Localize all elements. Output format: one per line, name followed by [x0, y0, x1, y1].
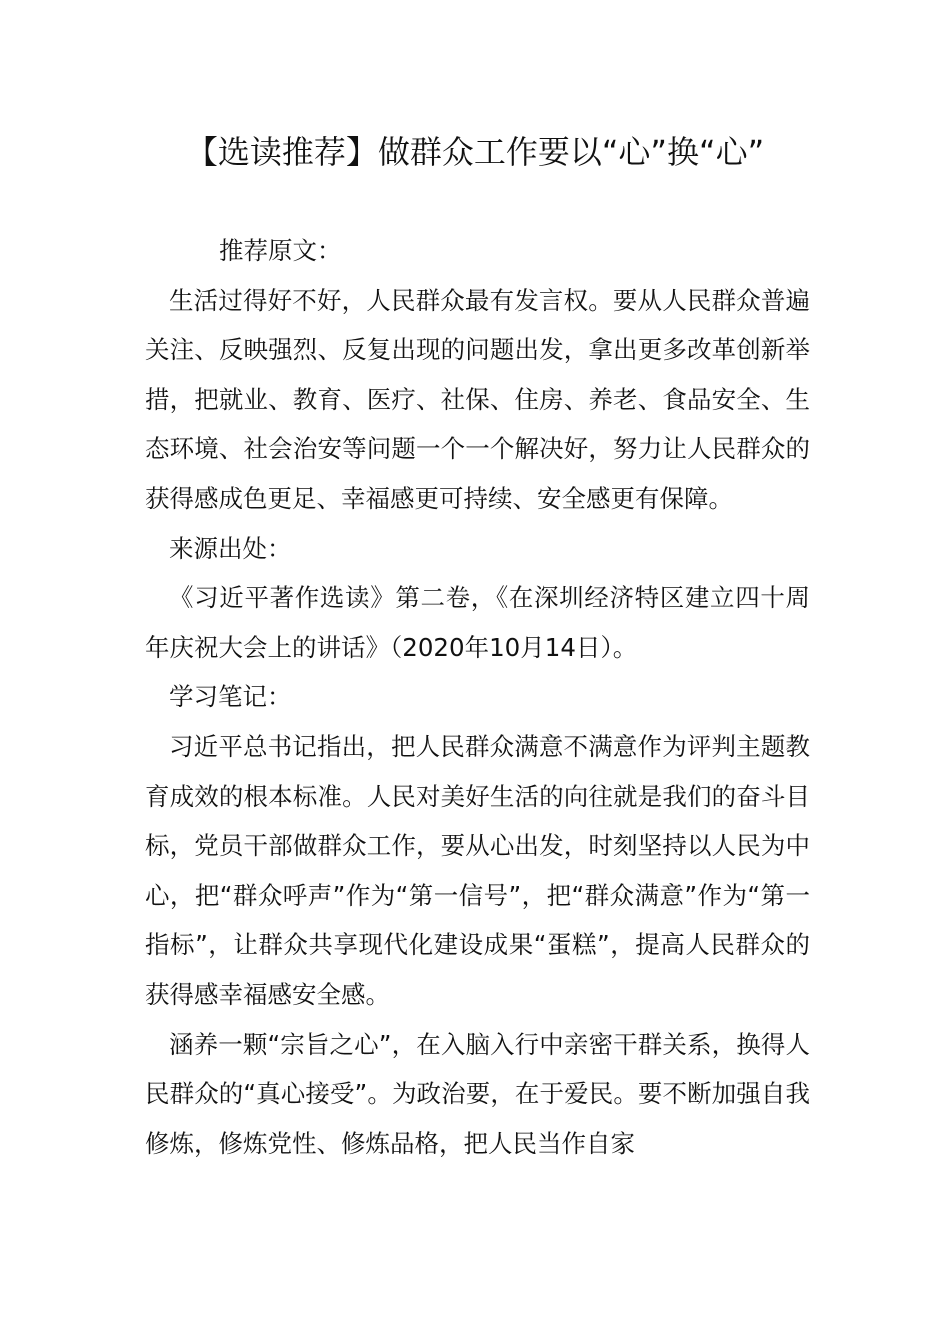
source-paragraph: 《习近平著作选读》第二卷，《在深圳经济特区建立四十周年庆祝大会上的讲话》（2020年10月14日）。: [145, 583, 810, 662]
document-title: 【选读推荐】做群众工作要以“心”换“心”: [185, 133, 765, 171]
source-heading: 来源出处：: [169, 533, 292, 563]
notes-paragraph: 涵养一颗“宗旨之心”，在入脑入行中亲密干群关系，换得人民群众的“真心接受”。为政治要，在于爱民。要不断加强自我修炼，修炼党性、修炼品格，把人民当作自家: [145, 1029, 810, 1158]
notes-paragraph: 习近平总书记指出，把人民群众满意不满意作为评判主题教育成效的根本标准。人民对美好生活的向往就是我们的奋斗目标，党员干部做群众工作，要从心出发，时刻坚持以人民为中心，把“群众呼声”作为“第一信号”，把“群众满意”作为“第一指标”，让群众共享现代化建设成果“蛋糕”，提高人民群众的获得感幸福感安全感。: [145, 731, 810, 1009]
recommend-paragraph: 生活过得好不好，人民群众最有发言权。要从人民群众普遍关注、反映强烈、反复出现的问题出发，拿出更多改革创新举措，把就业、教育、医疗、社保、住房、养老、食品安全、生态环境、社会治安等问题一个一个解决好，努力让人民群众的获得感成色更足、幸福感更可持续、安全感更有保障。: [145, 285, 810, 513]
document-body: [145, 226, 810, 1168]
notes-heading: 学习笔记：: [169, 682, 292, 712]
recommend-heading: 推荐原文：: [219, 236, 342, 265]
